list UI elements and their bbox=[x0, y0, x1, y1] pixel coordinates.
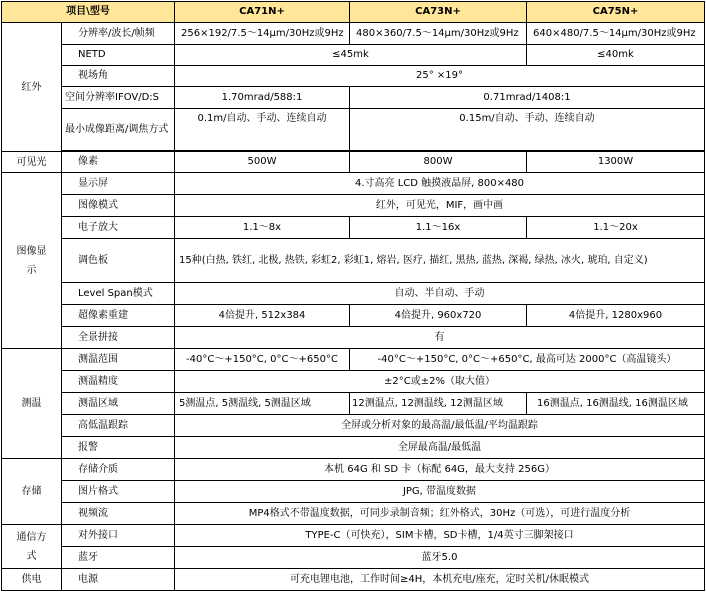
row-focus bbox=[2, 109, 705, 151]
spec-table-wrapper bbox=[1, 1, 705, 591]
value-pixels-1: 500W bbox=[175, 152, 350, 173]
value-superres-2: 4倍提升, 960x720 bbox=[350, 305, 527, 327]
value-zoom-3: 1.1～20x bbox=[527, 217, 705, 239]
label-resolution: 分辨率/波长/帧频 bbox=[62, 23, 175, 45]
row-format bbox=[2, 481, 705, 503]
value-panorama: 有 bbox=[175, 327, 705, 349]
row-panorama bbox=[2, 327, 705, 349]
header-row bbox=[2, 2, 705, 23]
label-video: 视频流 bbox=[62, 503, 175, 525]
value-netd-12: ≤45mk bbox=[175, 45, 527, 66]
row-resolution bbox=[2, 23, 705, 45]
value-ifov-1: 1.70mrad/588:1 bbox=[175, 87, 350, 109]
value-alarm: 全屏最高温/最低温 bbox=[175, 437, 705, 459]
row-ifov bbox=[2, 87, 705, 109]
label-screen: 显示屏 bbox=[62, 173, 175, 195]
row-power bbox=[2, 569, 705, 591]
value-media: 本机 64G 和 SD 卡（标配 64G，最大支持 256G） bbox=[175, 459, 705, 481]
row-port bbox=[2, 525, 705, 547]
row-media bbox=[2, 459, 705, 481]
category-ir: 红外 bbox=[2, 23, 62, 152]
value-range-1: -40°C～+150°C, 0°C～+650°C bbox=[175, 349, 350, 371]
row-fov bbox=[2, 66, 705, 87]
label-superres: 超像素重建 bbox=[62, 305, 175, 327]
row-bt bbox=[2, 547, 705, 569]
value-area-2: 12测温点, 12测温线, 12测温区域 bbox=[350, 393, 527, 415]
label-accuracy: 测温精度 bbox=[62, 371, 175, 393]
value-accuracy: ±2°C或±2%（取大值） bbox=[175, 371, 705, 393]
row-superres bbox=[2, 305, 705, 327]
row-palette bbox=[2, 239, 705, 283]
value-resolution-2: 480×360/7.5～14μm/30Hz或9Hz bbox=[350, 23, 527, 45]
value-levelspan: 自动、半自动、手动 bbox=[175, 283, 705, 305]
value-screen: 4.寸高亮 LCD 触摸液晶屏, 800×480 bbox=[175, 173, 705, 195]
label-panorama: 全景拼接 bbox=[62, 327, 175, 349]
value-superres-1: 4倍提升, 512x384 bbox=[175, 305, 350, 327]
header-corner: 项目\型号 bbox=[2, 2, 175, 23]
header-model-3: CA75N+ bbox=[527, 2, 705, 23]
label-media: 存储介质 bbox=[62, 459, 175, 481]
value-resolution-3: 640×480/7.5～14μm/30Hz或9Hz bbox=[527, 23, 705, 45]
value-pixels-2: 800W bbox=[350, 152, 527, 173]
row-video bbox=[2, 503, 705, 525]
value-netd-3: ≤40mk bbox=[527, 45, 705, 66]
value-bt: 蓝牙5.0 bbox=[175, 547, 705, 569]
label-bt: 蓝牙 bbox=[62, 547, 175, 569]
header-model-1: CA71N+ bbox=[175, 2, 350, 23]
category-power: 供电 bbox=[2, 569, 62, 591]
value-tracking: 全屏或分析对象的最高温/最低温/平均温跟踪 bbox=[175, 415, 705, 437]
value-pixels-3: 1300W bbox=[527, 152, 705, 173]
value-palette: 15种(白热, 铁红, 北极, 热铁, 彩虹2, 彩虹1, 熔岩, 医疗, 描红, 黑热, 蓝热, 深褐, 绿热, 冰火, 琥珀, 自定义) bbox=[175, 239, 705, 283]
label-zoom: 电子放大 bbox=[62, 217, 175, 239]
row-pixels bbox=[2, 152, 705, 173]
label-alarm: 报警 bbox=[62, 437, 175, 459]
value-mode: 红外，可见光，MIF，画中画 bbox=[175, 195, 705, 217]
label-format: 图片格式 bbox=[62, 481, 175, 503]
label-port: 对外接口 bbox=[62, 525, 175, 547]
value-fov: 25° ×19° bbox=[175, 66, 705, 87]
value-area-1: 5测温点, 5测温线, 5测温区域 bbox=[175, 393, 350, 415]
value-area-3: 16测温点, 16测温线, 16测温区域 bbox=[527, 393, 705, 415]
value-ifov-23: 0.71mrad/1408:1 bbox=[350, 87, 705, 109]
row-netd bbox=[2, 45, 705, 66]
value-resolution-1: 256×192/7.5～14μm/30Hz或9Hz bbox=[175, 23, 350, 45]
label-palette: 调色板 bbox=[62, 239, 175, 283]
label-focus: 最小成像距离/调焦方式 bbox=[62, 109, 175, 151]
value-zoom-2: 1.1～16x bbox=[350, 217, 527, 239]
value-video: MP4格式不带温度数据，可同步录制音频；红外格式，30Hz（可选），可进行温度分析 bbox=[175, 503, 705, 525]
row-area bbox=[2, 393, 705, 415]
label-power: 电源 bbox=[62, 569, 175, 591]
label-fov: 视场角 bbox=[62, 66, 175, 87]
label-tracking: 高低温跟踪 bbox=[62, 415, 175, 437]
row-levelspan bbox=[2, 283, 705, 305]
header-model-2: CA73N+ bbox=[350, 2, 527, 23]
value-zoom-1: 1.1～8x bbox=[175, 217, 350, 239]
value-power: 可充电锂电池，工作时间≥4H，本机充电/座充，定时关机/休眠模式 bbox=[175, 569, 705, 591]
spec-table bbox=[1, 1, 705, 591]
label-levelspan: Level Span模式 bbox=[62, 283, 175, 305]
category-display: 图像显示 bbox=[2, 173, 62, 349]
category-storage: 存储 bbox=[2, 459, 62, 525]
row-accuracy bbox=[2, 371, 705, 393]
value-range-23: -40°C～+150°C, 0°C～+650°C, 最高可达 2000°C（高温镜头） bbox=[350, 349, 705, 371]
label-area: 测温区域 bbox=[62, 393, 175, 415]
label-mode: 图像模式 bbox=[62, 195, 175, 217]
category-measure: 测温 bbox=[2, 349, 62, 459]
row-alarm bbox=[2, 437, 705, 459]
label-range: 测温范围 bbox=[62, 349, 175, 371]
label-ifov: 空间分辨率IFOV/D:S bbox=[62, 87, 175, 109]
value-focus-23: 0.15m/自动、手动、连续自动 bbox=[350, 109, 705, 151]
label-pixels: 像素 bbox=[62, 152, 175, 173]
label-netd: NETD bbox=[62, 45, 175, 66]
row-zoom bbox=[2, 217, 705, 239]
category-comm: 通信方式 bbox=[2, 525, 62, 569]
row-mode bbox=[2, 195, 705, 217]
value-port: TYPE-C（可快充），SIM卡槽，SD卡槽，1/4英寸三脚架接口 bbox=[175, 525, 705, 547]
value-focus-1: 0.1m/自动、手动、连续自动 bbox=[175, 109, 350, 151]
value-format: JPG, 带温度数据 bbox=[175, 481, 705, 503]
value-superres-3: 4倍提升, 1280x960 bbox=[527, 305, 705, 327]
row-range bbox=[2, 349, 705, 371]
row-screen bbox=[2, 173, 705, 195]
row-tracking bbox=[2, 415, 705, 437]
category-visible: 可见光 bbox=[2, 152, 62, 173]
